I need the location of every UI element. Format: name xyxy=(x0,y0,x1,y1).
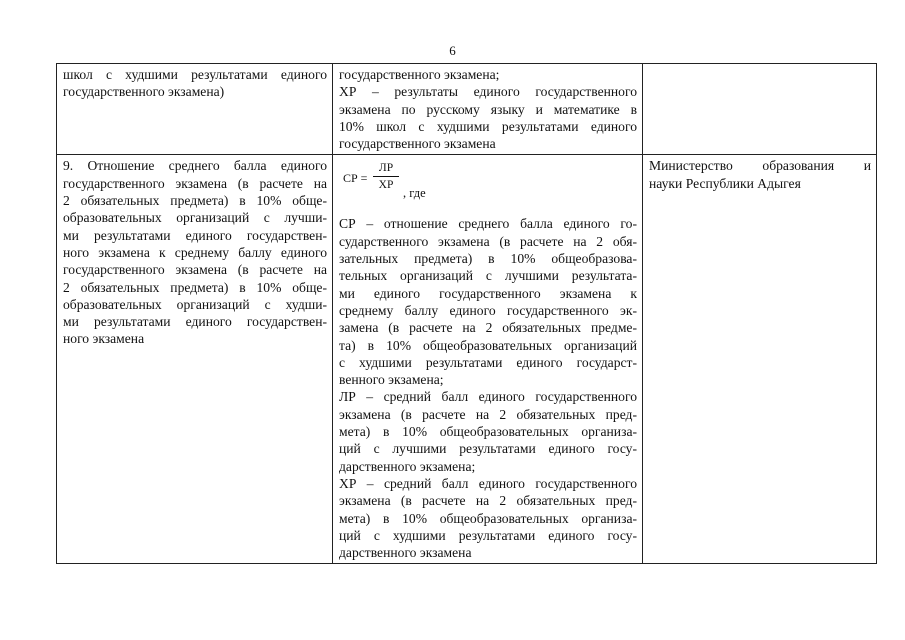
text-line: СР – отношение среднего балла единого го- xyxy=(339,216,637,232)
text-line: ций с лучшими результатами единого госу- xyxy=(339,441,637,457)
text-line: образовательных организаций с лучши- xyxy=(63,210,327,226)
text-line: экзамена по русскому языку и математике в xyxy=(339,101,637,117)
formula-tail: , где xyxy=(403,186,426,201)
table-row xyxy=(57,155,877,564)
text-line: венного экзамена; xyxy=(339,372,444,388)
text-line: мета) в 10% общеобразовательных организа- xyxy=(339,424,637,440)
indicator-table xyxy=(56,63,877,564)
text-line: 2 обязательных предмета) в 10% обще- xyxy=(63,193,327,209)
text-line: науки Республики Адыгея xyxy=(649,175,801,191)
responsible-cell xyxy=(643,64,877,155)
table-row xyxy=(57,64,877,155)
text-line: ЛР – средний балл единого государственного xyxy=(339,389,637,405)
method-cell xyxy=(333,64,643,155)
text-line: ного экзамена xyxy=(63,331,145,347)
text-line: государственного экзамена; xyxy=(339,67,500,82)
text-line: мета) в 10% общеобразовательных организа- xyxy=(339,510,637,526)
text-line: 9. Отношение среднего балла единого xyxy=(63,158,327,174)
formula xyxy=(339,159,637,203)
text-line: государственного экзамена (в расчете на xyxy=(63,262,327,278)
text-line: тельных организаций с лучшими результата- xyxy=(339,268,637,284)
text-line: Министерство образования и xyxy=(649,158,871,174)
indicator-name-cell xyxy=(57,155,333,564)
indicator-name-cell xyxy=(57,64,333,155)
text-line: с худшими результатами единого государст- xyxy=(339,354,637,370)
text-line: образовательных организаций с худши- xyxy=(63,296,327,312)
text-line: дарственного экзамена; xyxy=(339,458,476,474)
text-line: зательных предмета) в 10% общеобразова- xyxy=(339,251,637,267)
text-line: замена (в расчете на 2 обязательных предме- xyxy=(339,320,637,336)
text-line: дарственного экзамена xyxy=(339,545,472,561)
text-line: ХР – средний балл единого государственного xyxy=(339,475,637,491)
formula-denominator: ХР xyxy=(378,179,394,192)
text-line: ми результатами единого государствен- xyxy=(63,314,327,330)
text-line: среднему баллу единого государственного эк- xyxy=(339,302,637,318)
text-line: ХР – результаты единого государственного xyxy=(339,84,637,100)
text-line: 10% школ с худшими результатами единого xyxy=(339,118,637,134)
text-line: школ с худшими результатами единого xyxy=(63,67,327,82)
text-line: государственного экзамена xyxy=(339,136,496,152)
text-line: государственного экзамена) xyxy=(63,84,225,100)
text-line: ций с худшими результатами единого госу- xyxy=(339,527,637,543)
formula-lhs: СР = xyxy=(343,171,368,186)
formula-numerator: ЛР xyxy=(373,161,399,177)
text-line: экзамена (в расчете на 2 обязательных пред- xyxy=(339,493,637,509)
text-line: ми результатами единого государствен- xyxy=(63,227,327,243)
text-line: экзамена (в расчете на 2 обязательных пред- xyxy=(339,406,637,422)
method-cell xyxy=(333,155,643,564)
text-line: государственного экзамена (в расчете на xyxy=(63,175,327,191)
text-line: ми единого государственного экзамена к xyxy=(339,285,637,301)
text-line: 2 обязательных предмета) в 10% обще- xyxy=(63,279,327,295)
text-line: та) в 10% общеобразовательных организаций xyxy=(339,337,637,353)
formula-fraction xyxy=(373,161,399,192)
text-line: ного экзамена к среднему баллу единого xyxy=(63,244,327,260)
responsible-cell xyxy=(643,155,877,564)
text-line: сударственного экзамена (в расчете на 2 обя- xyxy=(339,233,637,249)
page-number: 6 xyxy=(449,43,456,58)
